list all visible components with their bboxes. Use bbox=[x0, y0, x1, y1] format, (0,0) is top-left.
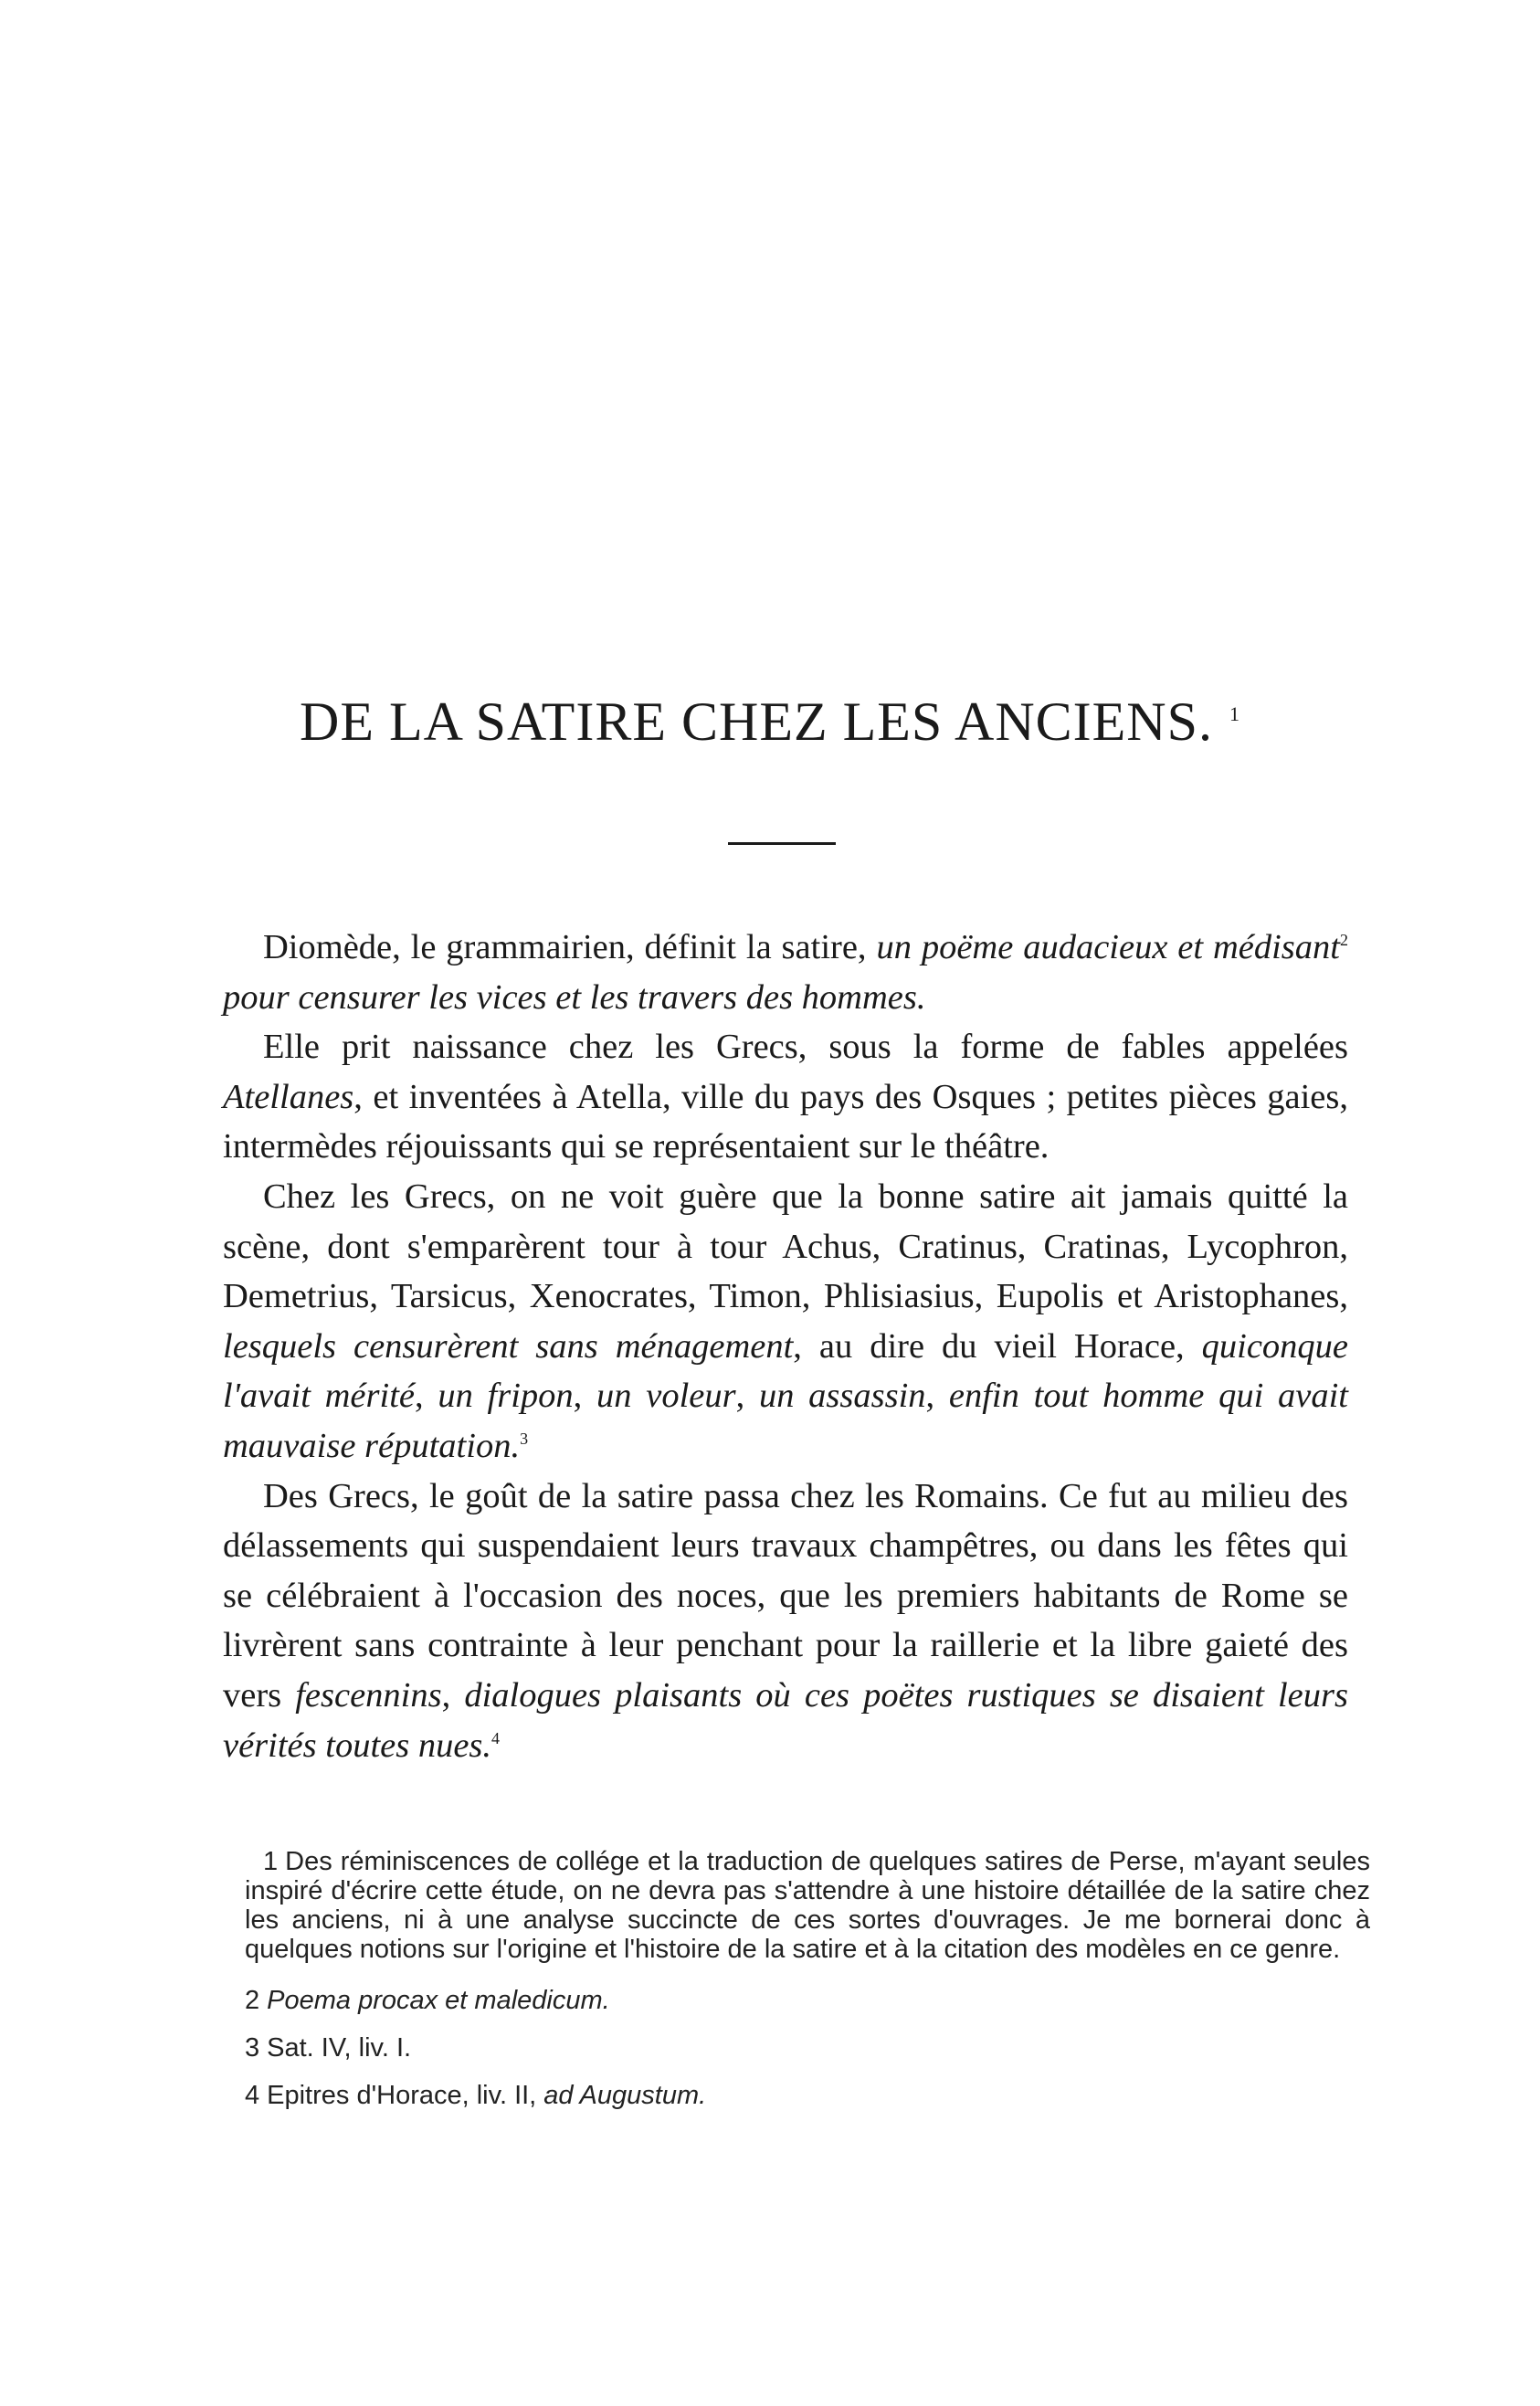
text-run: , bbox=[735, 1377, 759, 1416]
paragraph-3 bbox=[223, 1172, 1348, 1472]
footnote-text: Epitres d'Horace, liv. II, bbox=[267, 2081, 544, 2110]
title-rule bbox=[728, 842, 836, 845]
footnote-ref-2: 2 bbox=[1340, 931, 1348, 950]
text-run: , bbox=[925, 1377, 949, 1416]
italic-run: Atellanes bbox=[223, 1077, 354, 1116]
footnote-ref-4: 4 bbox=[491, 1728, 501, 1747]
italic-run: un voleur bbox=[596, 1377, 736, 1416]
italic-run: quiconque l'avait mérité bbox=[223, 1326, 1348, 1416]
body-text bbox=[223, 923, 1348, 1770]
italic-run: pour censurer les vices et les travers des hommes. bbox=[223, 977, 926, 1017]
title-footnote-mark: 1 bbox=[1229, 702, 1241, 725]
footnote-number: 2 bbox=[245, 1986, 260, 2015]
footnote-2 bbox=[245, 1977, 1370, 2024]
italic-run: un assassin bbox=[758, 1377, 926, 1416]
paragraph-4 bbox=[223, 1472, 1348, 1771]
footnote-ref-3: 3 bbox=[520, 1430, 529, 1449]
footnotes bbox=[245, 1847, 1370, 2119]
footnote-1 bbox=[245, 1847, 1370, 1964]
paragraph-1 bbox=[223, 923, 1348, 1022]
footnote-text-italic: ad Augustum. bbox=[543, 2081, 707, 2110]
text-run: Diomède, le grammairien, définit la satire, bbox=[263, 928, 877, 966]
footnote-text: Sat. IV, liv. I. bbox=[267, 2033, 412, 2063]
footnote-text: Poema procax et maledicum. bbox=[267, 1986, 610, 2015]
text-run: , bbox=[414, 1377, 438, 1416]
footnote-number: 3 bbox=[245, 2033, 260, 2063]
text-run: , au dire du vieil Horace, bbox=[793, 1326, 1202, 1366]
paragraph-2 bbox=[223, 1022, 1348, 1172]
footnote-text: Des réminiscences de collége et la traduction de quelques satires de Perse, m'ayant seules inspiré d'écrire cette étude, on ne devra pas s'attendre à une histoire détaillée de la satire chez les anciens, ni à une analyse succincte de ces sortes d'ouvrages. Je me bornerai donc à quelques notions sur l'origine et l'histoire de la satire et à la citation des modèles en ce genre. bbox=[245, 1847, 1370, 1964]
italic-run: fescennins bbox=[295, 1675, 442, 1715]
italic-run: un fripon bbox=[438, 1377, 574, 1416]
footnote-number: 4 bbox=[245, 2081, 260, 2110]
italic-run: lesquels censurèrent sans ménagement bbox=[223, 1326, 794, 1366]
text-run: Des Grecs, le goût de la satire passa chez les Romains. Ce fut au milieu des délassements qui suspendaient leurs travaux champêtres, ou dans les fêtes qui se célébraient à l'occasion des noces, que les premiers habitants de Rome se livrèrent sans contrainte à leur penchant pour la raillerie et la libre gaieté des vers bbox=[223, 1476, 1348, 1715]
text-run: , bbox=[573, 1377, 597, 1416]
italic-run: dialogues plaisants où ces poëtes rustiques se disaient leurs vérités toutes nues. bbox=[223, 1675, 1348, 1765]
footnote-number: 1 bbox=[263, 1847, 279, 1876]
text-run: Elle prit naissance chez les Grecs, sous la forme de fables appelées bbox=[263, 1028, 1348, 1067]
italic-run: un poëme audacieux et médisant bbox=[876, 928, 1340, 966]
footnote-3 bbox=[245, 2024, 1370, 2072]
text-run: , bbox=[441, 1675, 465, 1715]
footnote-4 bbox=[245, 2072, 1370, 2119]
title-text: DE LA SATIRE CHEZ LES ANCIENS. bbox=[299, 691, 1214, 752]
italic-run: enfin tout homme qui avait mauvaise réputation. bbox=[223, 1377, 1348, 1465]
text-run: Chez les Grecs, on ne voit guère que la bonne satire ait jamais quitté la scène, dont s'emparèrent tour à tour Achus, Cratinus, Cratinas, Lycophron, Demetrius, Tarsicus, Xenocrates, Timon, Phlisiasius, Eupolis et Aristophanes, bbox=[223, 1177, 1348, 1316]
page-title bbox=[0, 691, 1540, 752]
text-run: , et inventées à Atella, ville du pays des Osques ; petites pièces gaies, intermèdes réjouissants qui se représentaient sur le théâtre. bbox=[223, 1077, 1348, 1166]
